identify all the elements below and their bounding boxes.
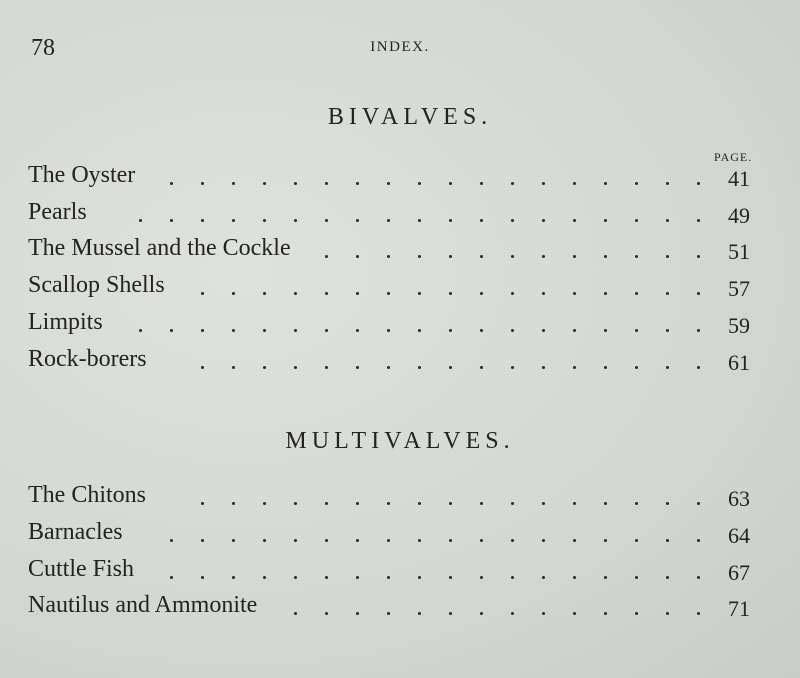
- leader-dot: [604, 366, 607, 369]
- entry-title: The Mussel and the Cockle: [28, 235, 291, 261]
- entry-page-number: 57: [728, 276, 750, 301]
- leader-dot: [666, 219, 669, 222]
- entry-page-number: 51: [728, 239, 750, 264]
- entry-title: Pearls: [28, 199, 87, 225]
- leader-dot: [697, 329, 700, 332]
- section-heading-multivalves: MULTIVALVES.: [285, 428, 515, 454]
- leader-dot: [201, 182, 204, 185]
- leader-dot: [697, 539, 700, 542]
- leader-dot: [418, 539, 421, 542]
- entry-page-number: 59: [728, 313, 750, 338]
- leader-dot: [356, 219, 359, 222]
- leader-dot: [232, 329, 235, 332]
- leader-dot: [387, 539, 390, 542]
- leader-dot: [325, 182, 328, 185]
- leader-dot: [387, 255, 390, 258]
- leader-dot: [418, 576, 421, 579]
- leader-dot: [666, 539, 669, 542]
- leader-dot: [635, 219, 638, 222]
- leader-dot: [201, 576, 204, 579]
- leader-dot: [449, 612, 452, 615]
- leader-dot: [387, 182, 390, 185]
- leader-dot: [139, 329, 142, 332]
- leader-dot: [604, 612, 607, 615]
- leader-dot: [356, 182, 359, 185]
- leader-dot: [294, 329, 297, 332]
- dot-leader: [28, 199, 754, 229]
- leader-dot: [232, 502, 235, 505]
- leader-dot: [666, 612, 669, 615]
- leader-dot: [480, 182, 483, 185]
- entry-page-number: 63: [728, 486, 750, 511]
- leader-dot: [542, 612, 545, 615]
- leader-dot: [697, 219, 700, 222]
- leader-dot: [170, 539, 173, 542]
- leader-dot: [449, 292, 452, 295]
- index-entry: [28, 346, 754, 376]
- leader-dot: [480, 539, 483, 542]
- leader-dot: [449, 255, 452, 258]
- leader-dot: [697, 255, 700, 258]
- leader-dot: [635, 502, 638, 505]
- entry-page-number: 49: [728, 203, 750, 228]
- entry-page-number: 71: [728, 596, 750, 621]
- entry-page-number: 61: [728, 350, 750, 375]
- leader-dot: [635, 255, 638, 258]
- leader-dot: [325, 255, 328, 258]
- index-entry: [28, 556, 754, 586]
- leader-dot: [170, 576, 173, 579]
- leader-dot: [201, 502, 204, 505]
- index-entry: [28, 162, 754, 192]
- leader-dot: [201, 539, 204, 542]
- leader-dot: [263, 292, 266, 295]
- leader-dot: [356, 255, 359, 258]
- leader-dot: [294, 539, 297, 542]
- leader-dot: [697, 612, 700, 615]
- leader-dot: [635, 366, 638, 369]
- leader-dot: [635, 539, 638, 542]
- leader-dot: [356, 292, 359, 295]
- leader-dot: [573, 502, 576, 505]
- leader-dot: [263, 576, 266, 579]
- leader-dot: [418, 329, 421, 332]
- leader-dot: [573, 182, 576, 185]
- leader-dot: [325, 576, 328, 579]
- leader-dot: [573, 255, 576, 258]
- leader-dot: [201, 366, 204, 369]
- leader-dot: [263, 502, 266, 505]
- leader-dot: [449, 182, 452, 185]
- index-entry: [28, 309, 754, 339]
- leader-dot: [542, 182, 545, 185]
- leader-dot: [387, 292, 390, 295]
- entry-page-number: 41: [728, 166, 750, 191]
- leader-dot: [604, 255, 607, 258]
- leader-dot: [697, 502, 700, 505]
- leader-dot: [480, 612, 483, 615]
- entry-title: Rock-borers: [28, 346, 147, 372]
- leader-dot: [387, 219, 390, 222]
- leader-dot: [666, 182, 669, 185]
- leader-dot: [573, 576, 576, 579]
- leader-dot: [418, 612, 421, 615]
- leader-dot: [480, 292, 483, 295]
- leader-dot: [697, 366, 700, 369]
- leader-dot: [511, 612, 514, 615]
- entry-title: The Chitons: [28, 482, 146, 508]
- leader-dot: [449, 502, 452, 505]
- running-head: INDEX.: [370, 39, 430, 55]
- leader-dot: [604, 576, 607, 579]
- entry-page-number: 67: [728, 560, 750, 585]
- leader-dot: [604, 539, 607, 542]
- leader-dot: [542, 539, 545, 542]
- leader-dot: [449, 366, 452, 369]
- leader-dot: [263, 219, 266, 222]
- leader-dot: [511, 292, 514, 295]
- leader-dot: [263, 182, 266, 185]
- leader-dot: [325, 292, 328, 295]
- leader-dot: [542, 292, 545, 295]
- leader-dot: [666, 576, 669, 579]
- leader-dot: [294, 612, 297, 615]
- leader-dot: [325, 612, 328, 615]
- leader-dot: [635, 576, 638, 579]
- leader-dot: [666, 255, 669, 258]
- leader-dot: [511, 576, 514, 579]
- leader-dot: [294, 182, 297, 185]
- leader-dot: [325, 329, 328, 332]
- leader-dot: [325, 219, 328, 222]
- entry-title: The Oyster: [28, 162, 136, 188]
- leader-dot: [387, 366, 390, 369]
- leader-dot: [666, 502, 669, 505]
- leader-dot: [356, 329, 359, 332]
- index-entry: [28, 519, 754, 549]
- leader-dot: [387, 576, 390, 579]
- leader-dot: [480, 329, 483, 332]
- leader-dot: [449, 219, 452, 222]
- leader-dot: [666, 292, 669, 295]
- index-entry: [28, 272, 754, 302]
- section-heading-bivalves: BIVALVES.: [327, 104, 493, 130]
- leader-dot: [356, 366, 359, 369]
- leader-dot: [232, 366, 235, 369]
- leader-dot: [542, 576, 545, 579]
- dot-leader: [28, 309, 754, 339]
- leader-dot: [635, 329, 638, 332]
- leader-dot: [356, 539, 359, 542]
- leader-dot: [449, 539, 452, 542]
- leader-dot: [232, 576, 235, 579]
- entry-title: Barnacles: [28, 519, 123, 545]
- index-entry: [28, 235, 754, 265]
- leader-dot: [697, 576, 700, 579]
- leader-dot: [263, 539, 266, 542]
- dot-leader: [28, 556, 754, 586]
- leader-dot: [387, 502, 390, 505]
- leader-dot: [542, 329, 545, 332]
- leader-dot: [294, 576, 297, 579]
- leader-dot: [294, 366, 297, 369]
- leader-dot: [294, 292, 297, 295]
- leader-dot: [573, 366, 576, 369]
- leader-dot: [666, 366, 669, 369]
- leader-dot: [170, 219, 173, 222]
- leader-dot: [387, 329, 390, 332]
- leader-dot: [480, 255, 483, 258]
- leader-dot: [418, 502, 421, 505]
- leader-dot: [294, 502, 297, 505]
- leader-dot: [325, 366, 328, 369]
- dot-leader: [28, 519, 754, 549]
- leader-dot: [325, 539, 328, 542]
- leader-dot: [232, 292, 235, 295]
- index-entry: [28, 482, 754, 512]
- leader-dot: [480, 219, 483, 222]
- leader-dot: [697, 292, 700, 295]
- leader-dot: [449, 329, 452, 332]
- leader-dot: [604, 502, 607, 505]
- leader-dot: [232, 219, 235, 222]
- leader-dot: [542, 366, 545, 369]
- leader-dot: [263, 329, 266, 332]
- leader-dot: [418, 292, 421, 295]
- leader-dot: [232, 539, 235, 542]
- leader-dot: [542, 502, 545, 505]
- entry-title: Scallop Shells: [28, 272, 165, 298]
- leader-dot: [480, 576, 483, 579]
- leader-dot: [511, 366, 514, 369]
- leader-dot: [139, 219, 142, 222]
- leader-dot: [511, 502, 514, 505]
- leader-dot: [511, 219, 514, 222]
- leader-dot: [697, 182, 700, 185]
- leader-dot: [666, 329, 669, 332]
- index-entry: [28, 199, 754, 229]
- leader-dot: [201, 219, 204, 222]
- leader-dot: [511, 329, 514, 332]
- leader-dot: [418, 255, 421, 258]
- page-column-label: PAGE.: [714, 150, 753, 164]
- leader-dot: [356, 612, 359, 615]
- leader-dot: [542, 219, 545, 222]
- page-number: 78: [31, 35, 55, 61]
- leader-dot: [294, 219, 297, 222]
- leader-dot: [170, 329, 173, 332]
- leader-dot: [480, 502, 483, 505]
- leader-dot: [418, 219, 421, 222]
- leader-dot: [511, 255, 514, 258]
- leader-dot: [635, 182, 638, 185]
- leader-dot: [573, 539, 576, 542]
- leader-dot: [573, 612, 576, 615]
- leader-dot: [201, 329, 204, 332]
- leader-dot: [356, 502, 359, 505]
- leader-dot: [387, 612, 390, 615]
- leader-dot: [542, 255, 545, 258]
- leader-dot: [170, 182, 173, 185]
- leader-dot: [511, 182, 514, 185]
- leader-dot: [201, 292, 204, 295]
- leader-dot: [604, 329, 607, 332]
- leader-dot: [511, 539, 514, 542]
- leader-dot: [418, 182, 421, 185]
- leader-dot: [573, 292, 576, 295]
- dot-leader: [28, 162, 754, 192]
- entry-page-number: 64: [728, 523, 750, 548]
- leader-dot: [573, 329, 576, 332]
- leader-dot: [232, 182, 235, 185]
- leader-dot: [604, 182, 607, 185]
- leader-dot: [418, 366, 421, 369]
- leader-dot: [635, 292, 638, 295]
- entry-title: Cuttle Fish: [28, 556, 135, 582]
- leader-dot: [449, 576, 452, 579]
- leader-dot: [480, 366, 483, 369]
- entry-title: Nautilus and Ammonite: [28, 592, 258, 618]
- entry-title: Limpits: [28, 309, 103, 335]
- leader-dot: [356, 576, 359, 579]
- leader-dot: [604, 292, 607, 295]
- index-entry: [28, 592, 754, 622]
- leader-dot: [604, 219, 607, 222]
- leader-dot: [635, 612, 638, 615]
- leader-dot: [573, 219, 576, 222]
- leader-dot: [325, 502, 328, 505]
- leader-dot: [263, 366, 266, 369]
